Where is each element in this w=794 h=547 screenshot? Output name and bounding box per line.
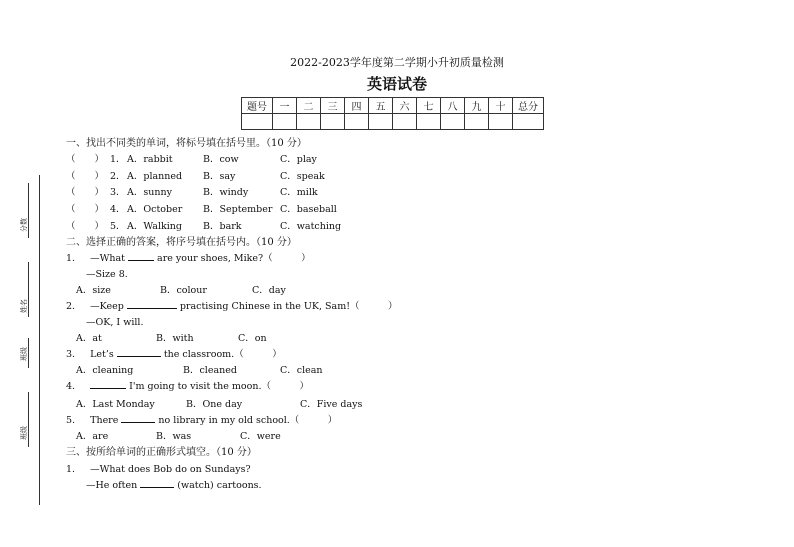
option-b: B．windy [203,187,249,198]
question-number: 4. [66,381,76,392]
question-text: —What does Bob do on Sundays? [90,464,251,475]
option-a: A．at [76,333,102,344]
option-a: A．Walking [127,221,182,232]
option-c: C．on [238,333,267,344]
option-c: C．speak [280,171,325,182]
binding-label-class: 班级 [20,426,28,440]
score-entry[interactable] [369,114,393,130]
question-row [66,379,309,395]
question-text-pre: —What [90,253,125,264]
answer-paren[interactable]: （ ） [66,154,105,165]
exam-title: 英语试卷 [366,75,427,93]
score-table [241,97,544,130]
option-a: A．Last Monday [76,399,155,410]
section-3-title: 三、按所给单词的正确形式填空。（10 分） [66,447,257,458]
binding-line [39,175,40,505]
exam-subtitle: 2022-2023学年度第二学期小升初质量检测 [290,56,504,69]
score-cell-6: 六 [393,98,417,114]
option-b: B．say [203,171,236,182]
option-b: B．with [156,333,194,344]
question-row [66,347,282,363]
option-c: C．baseball [280,204,337,215]
option-a: A．size [76,285,111,296]
option-c: C．watching [280,221,342,232]
score-entry[interactable] [242,114,273,130]
option-c: C．play [280,154,317,165]
answer-paren[interactable]: （ ） [66,221,105,232]
answer-blank[interactable] [128,251,154,261]
question-text-post: I'm going to visit the moon.（ ） [129,381,309,392]
option-c: C．Five days [300,399,363,410]
question-number: 3. [66,349,76,360]
score-table-header-row [242,98,544,114]
answer-text-post: (watch) cartoons. [177,480,262,491]
score-entry[interactable] [417,114,441,130]
option-b: B．One day [186,399,243,410]
option-b: B．cleaned [183,365,237,376]
option-a: A．cleaning [76,365,134,376]
reply-text: —Size 8. [86,269,128,280]
score-table-entry-row [242,114,544,130]
binding-label-name: 姓名 [20,299,28,313]
answer-blank[interactable] [140,478,174,488]
answer-paren[interactable]: （ ） [66,171,105,182]
option-b: B．September [203,204,273,215]
option-b: B．colour [160,285,207,296]
score-cell-1: 一 [273,98,297,114]
item-number: 1． [110,154,126,165]
answer-blank[interactable] [121,413,155,423]
score-entry[interactable] [297,114,321,130]
option-a: A．are [76,431,109,442]
option-c: C．day [252,285,286,296]
option-b: B．cow [203,154,239,165]
question-row [66,251,311,267]
score-entry[interactable] [465,114,489,130]
score-cell-total: 总分 [513,98,544,114]
item-number: 5． [110,221,126,232]
score-cell-3: 三 [321,98,345,114]
question-text-post: practising Chinese in the UK, Sam!（ ） [179,301,398,312]
score-entry[interactable] [321,114,345,130]
item-number: 2． [110,171,126,182]
option-b: B．was [156,431,192,442]
question-number: 1. [66,253,76,264]
score-entry[interactable] [513,114,544,130]
answer-row [86,478,262,494]
option-b: B．bark [203,221,242,232]
question-text-pre: Let’s [90,349,114,360]
score-cell-label: 题号 [242,98,273,114]
question-number: 5. [66,415,76,426]
option-a: A．October [127,204,183,215]
question-row [66,462,251,478]
question-text-pre: There [90,415,119,426]
score-cell-4: 四 [345,98,369,114]
question-text-post: are your shoes, Mike?（ ） [157,253,311,264]
reply-text: —OK, I will. [86,317,144,328]
section-2-title: 二、选择正确的答案，将序号填在括号内。（10 分） [66,237,297,248]
answer-blank[interactable] [90,379,126,389]
score-entry[interactable] [441,114,465,130]
question-text-pre: —Keep [90,301,124,312]
score-entry[interactable] [489,114,513,130]
binding-label-score: 分数 [20,218,28,232]
question-row [66,299,398,315]
option-a: A．sunny [127,187,172,198]
item-number: 4． [110,204,126,215]
question-number: 1. [66,464,76,475]
answer-blank[interactable] [117,347,161,357]
question-text-post: no library in my old school.（ ） [158,415,338,426]
binding-label-class: 班级 [20,347,28,361]
question-text-post: the classroom.（ ） [163,349,282,360]
option-c: C．milk [280,187,318,198]
question-row [66,413,337,429]
score-cell-2: 二 [297,98,321,114]
answer-paren[interactable]: （ ） [66,204,105,215]
score-entry[interactable] [345,114,369,130]
score-entry[interactable] [273,114,297,130]
score-entry[interactable] [393,114,417,130]
answer-blank[interactable] [127,299,177,309]
score-cell-8: 八 [441,98,465,114]
score-cell-9: 九 [465,98,489,114]
question-number: 2. [66,301,76,312]
answer-text-pre: —He often [86,480,138,491]
score-cell-10: 十 [489,98,513,114]
answer-paren[interactable]: （ ） [66,187,105,198]
option-c: C．clean [280,365,323,376]
option-c: C．were [240,431,281,442]
item-number: 3． [110,187,126,198]
section-1-title: 一、找出不同类的单词，将标号填在括号里。（10 分） [66,138,307,149]
option-a: A．rabbit [127,154,173,165]
option-a: A．planned [127,171,183,182]
score-cell-7: 七 [417,98,441,114]
score-cell-5: 五 [369,98,393,114]
